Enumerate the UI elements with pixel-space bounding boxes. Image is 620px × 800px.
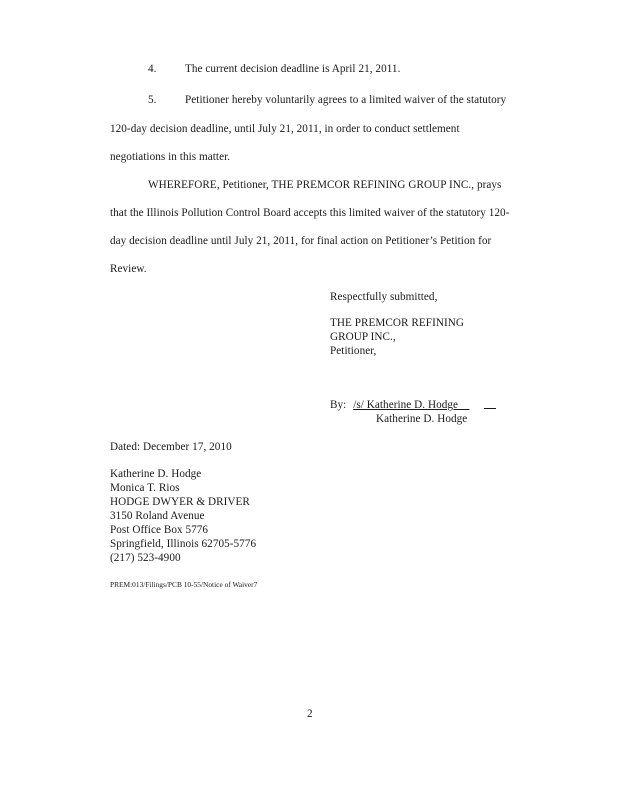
party-name-line-2: GROUP INC., xyxy=(330,331,396,343)
wherefore-line-1: WHEREFORE, Petitioner, THE PREMCOR REFINING GROUP INC., prays xyxy=(148,179,502,191)
signature-value: /s/ Katherine D. Hodge xyxy=(353,399,459,411)
file-reference: PREM:013/Filings/PCB 10-55/Notice of Waiver7 xyxy=(110,580,258,589)
wherefore-line-2: that the Illinois Pollution Control Board accepts this limited waiver of the statutory 120- xyxy=(110,207,510,219)
paragraph-5-number: 5. xyxy=(148,94,157,106)
counsel-line-2: Monica T. Rios xyxy=(110,482,180,494)
wherefore-line-3: day decision deadline until July 21, 2011, for final action on Petitioner’s Petition for xyxy=(110,235,492,247)
signature-trailing-rule xyxy=(484,408,496,409)
party-name-line-1: THE PREMCOR REFINING xyxy=(330,317,465,329)
paragraph-4-number: 4. xyxy=(148,63,157,75)
paragraph-4-text: The current decision deadline is April 21, 2011. xyxy=(185,63,401,75)
paragraph-5-line-2: 120-day decision deadline, until July 21, 2011, in order to conduct settlement xyxy=(110,123,460,135)
counsel-line-3: HODGE DWYER & DRIVER xyxy=(110,496,250,508)
by-label: By: xyxy=(330,399,347,411)
paragraph-5-line-3: negotiations in this matter. xyxy=(110,151,231,163)
party-role: Petitioner, xyxy=(330,345,377,357)
signature-text xyxy=(353,399,469,411)
wherefore-line-4: Review. xyxy=(110,263,147,275)
counsel-line-1: Katherine D. Hodge xyxy=(110,468,202,480)
counsel-line-6: Springfield, Illinois 62705-5776 xyxy=(110,538,257,550)
closing-text: Respectfully submitted, xyxy=(330,291,438,303)
page-number: 2 xyxy=(307,708,313,720)
counsel-line-7: (217) 523-4900 xyxy=(110,552,181,564)
signature-line xyxy=(330,399,496,411)
dated-line: Dated: December 17, 2010 xyxy=(110,441,232,453)
paragraph-5-line-1: Petitioner hereby voluntarily agrees to a limited waiver of the statutory xyxy=(185,94,507,106)
signer-name: Katherine D. Hodge xyxy=(376,413,468,425)
counsel-line-5: Post Office Box 5776 xyxy=(110,524,209,536)
counsel-line-4: 3150 Roland Avenue xyxy=(110,510,205,522)
